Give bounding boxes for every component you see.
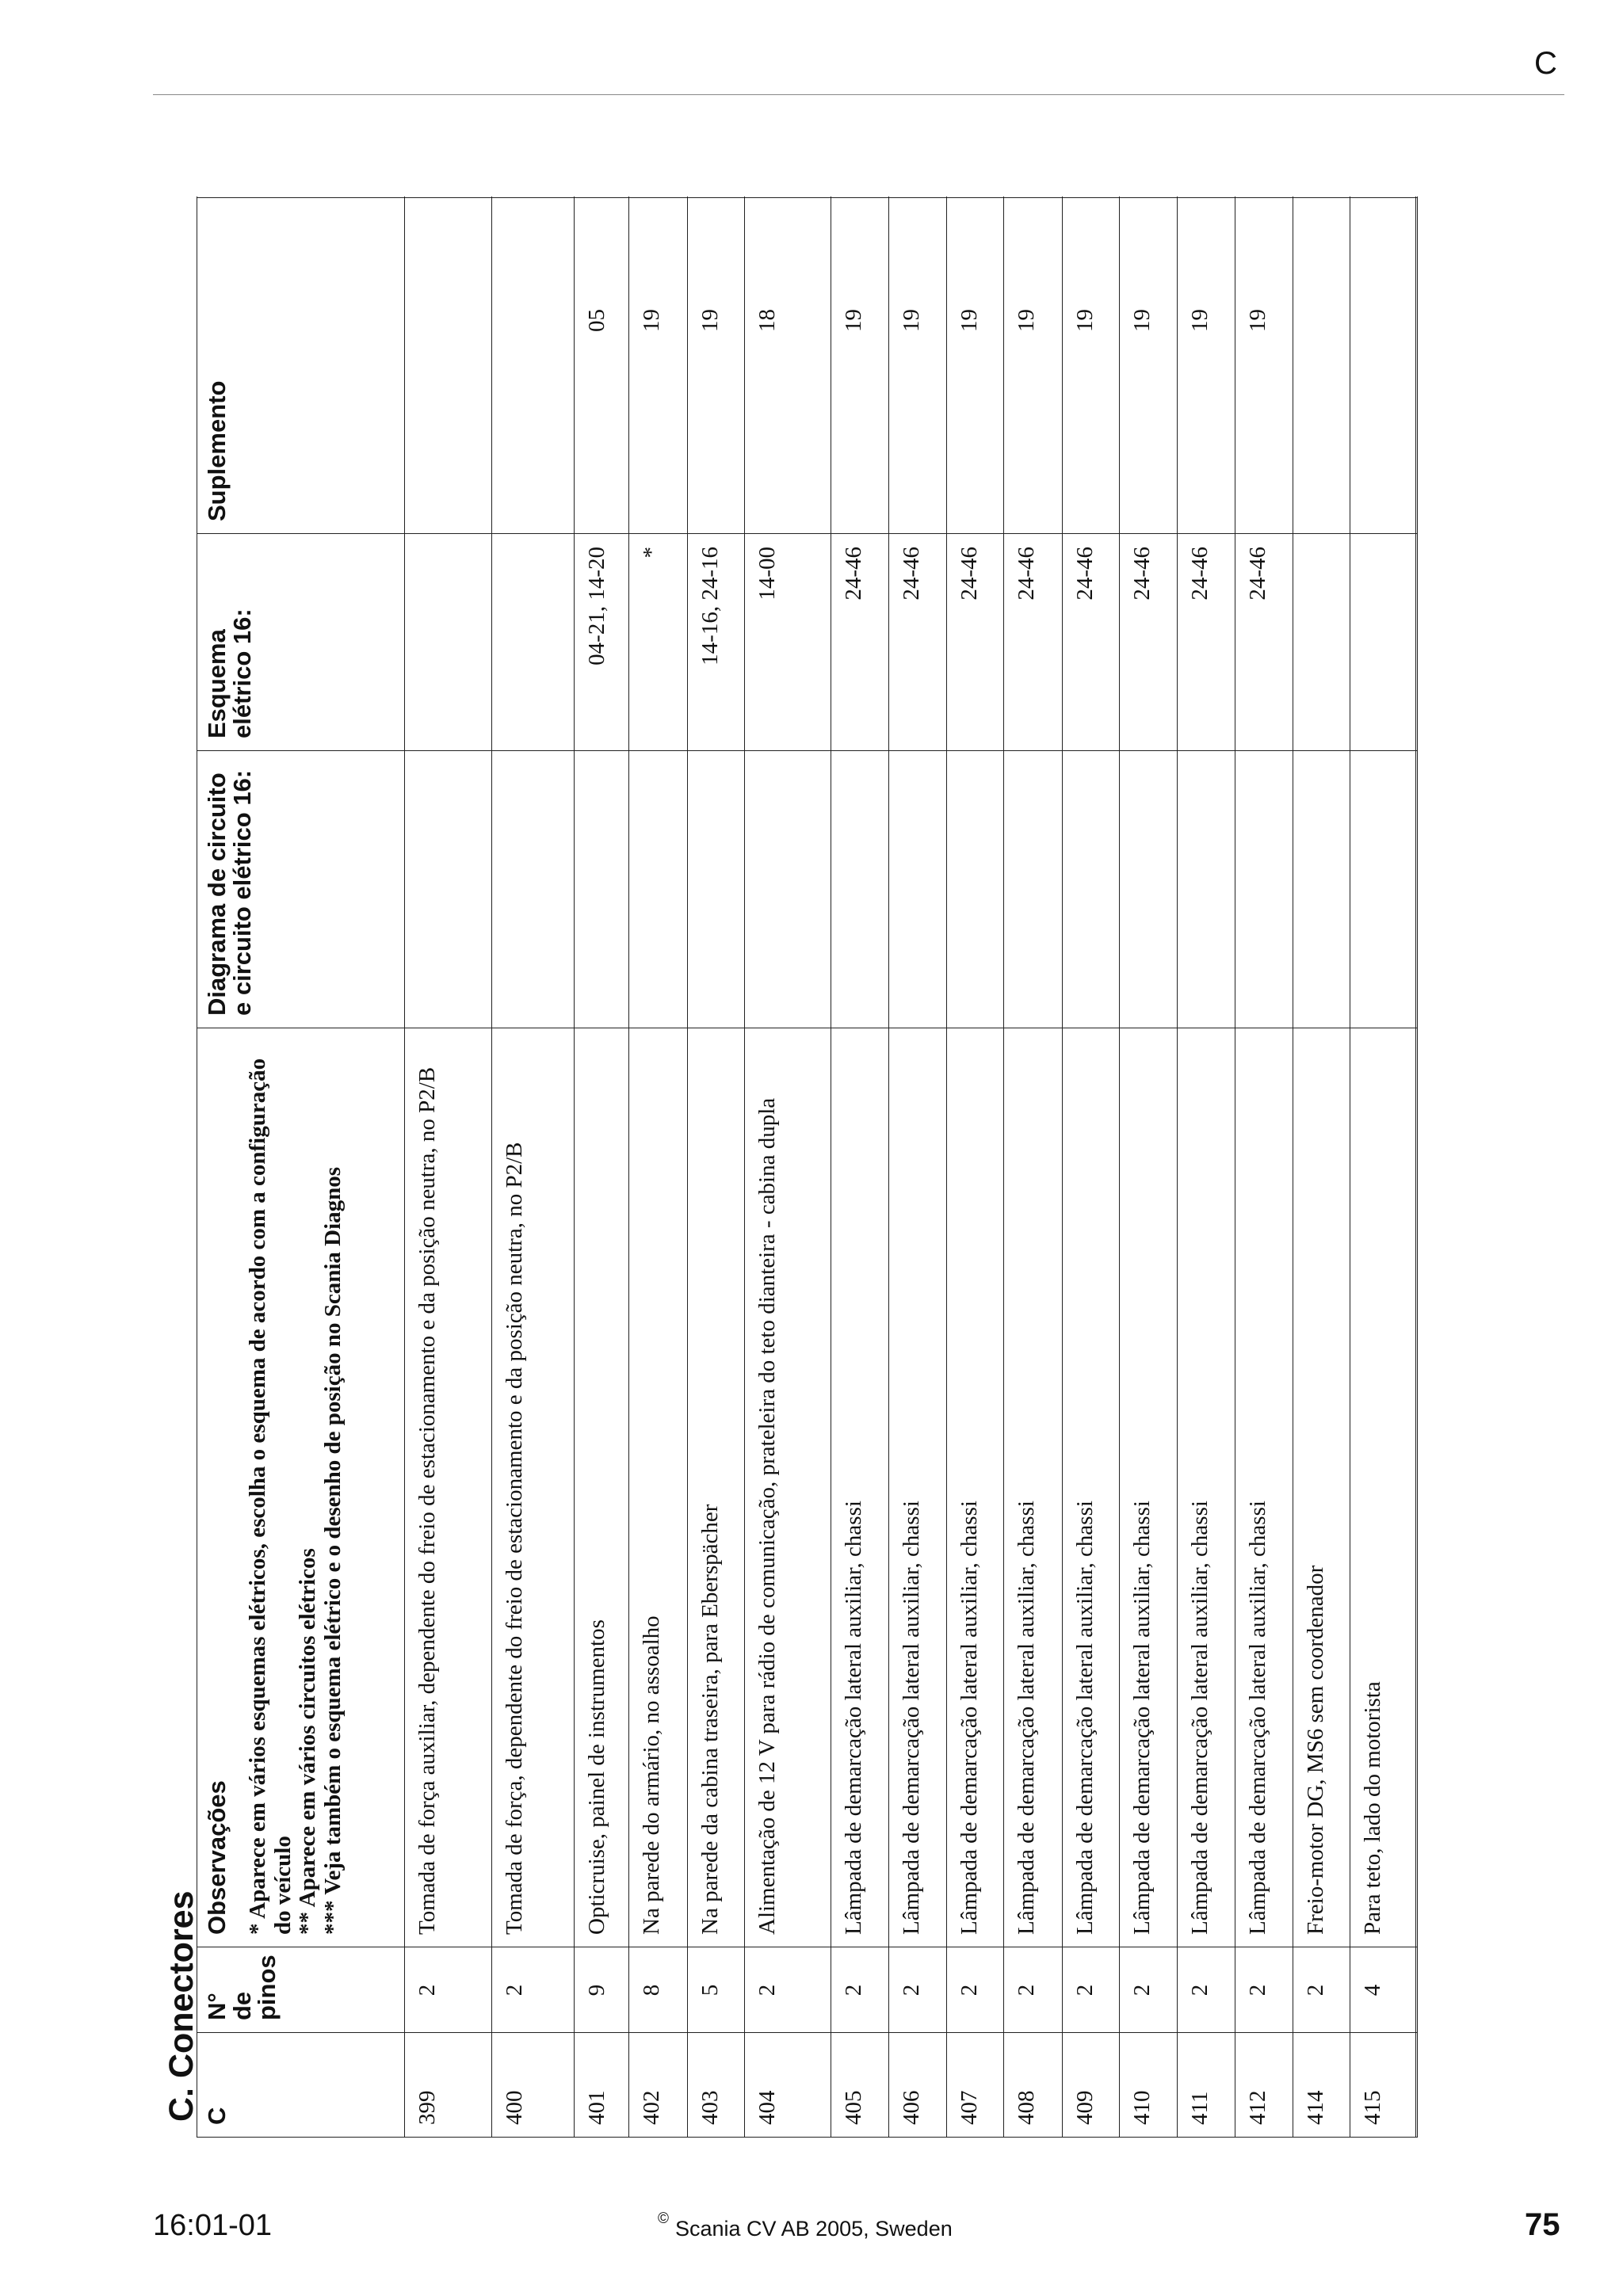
header-diagrama: Diagrama de circuito e circuito elétrico 16: xyxy=(203,769,256,1016)
cell-diagrama xyxy=(1235,751,1293,1028)
cell-diagrama xyxy=(946,751,1003,1028)
cell-pins: 2 xyxy=(754,1984,780,1997)
cell-diagrama xyxy=(574,751,628,1028)
cell-c: 411 xyxy=(1187,2091,1212,2125)
cell-c: 400 xyxy=(502,2090,527,2125)
cell-c: 414 xyxy=(1303,2090,1328,2125)
cell-suplemento: 19 xyxy=(957,309,982,332)
header-observacoes xyxy=(197,1028,404,1947)
cell-esquema: 04-21, 14-20 xyxy=(584,547,609,666)
cell-observacoes: Lâmpada de demarcação lateral auxiliar, chassi xyxy=(1245,1501,1270,1935)
cell-esquema: 14-00 xyxy=(754,547,780,601)
cell-suplemento: 19 xyxy=(1014,309,1039,332)
cell-observacoes: Freio-motor DG, MS6 sem coordenador xyxy=(1303,1565,1328,1935)
cell-observacoes: Lâmpada de demarcação lateral auxiliar, chassi xyxy=(1014,1501,1039,1935)
copyright xyxy=(658,2210,953,2241)
cell-c: 409 xyxy=(1072,2090,1098,2125)
cell-c: 415 xyxy=(1360,2090,1385,2125)
cell-c: 399 xyxy=(414,2090,440,2125)
column-divider xyxy=(197,2032,1417,2033)
cell-c: 404 xyxy=(754,2090,780,2125)
notes-block xyxy=(246,1041,347,1935)
cell-suplemento: 19 xyxy=(1072,309,1098,332)
cell-diagrama xyxy=(687,751,744,1028)
cell-pins: 2 xyxy=(1072,1984,1098,1997)
row-divider xyxy=(404,196,405,2138)
cell-observacoes: Lâmpada de demarcação lateral auxiliar, chassi xyxy=(957,1501,982,1935)
cell-c: 408 xyxy=(1014,2090,1039,2125)
cell-observacoes: Na parede da cabina traseira, para Eberspächer xyxy=(697,1504,723,1935)
cell-observacoes: Lâmpada de demarcação lateral auxiliar, chassi xyxy=(1187,1501,1212,1935)
cell-diagrama xyxy=(1003,751,1062,1028)
cell-suplemento: 19 xyxy=(1187,309,1212,332)
cell-suplemento: 19 xyxy=(841,309,866,332)
cell-suplemento: 19 xyxy=(1129,309,1155,332)
cell-pins: 2 xyxy=(957,1984,982,1997)
note-line: *** Veja também o esquema elétrico e o desenho de posição no Scania Diagnos xyxy=(320,1166,346,1935)
cell-diagrama xyxy=(1293,751,1350,1028)
cell-pins: 2 xyxy=(1303,1984,1328,1997)
cell-c: 402 xyxy=(639,2090,664,2125)
page-number: 75 xyxy=(1525,2207,1560,2242)
cell-esquema: 24-46 xyxy=(1245,547,1270,601)
cell-esquema: 24-46 xyxy=(1129,547,1155,601)
cell-esquema: 24-46 xyxy=(1072,547,1098,601)
cell-c: 407 xyxy=(957,2090,982,2125)
cell-pins: 2 xyxy=(1245,1984,1270,1997)
header-c: C xyxy=(203,2107,231,2125)
row-divider xyxy=(1417,196,1418,2138)
cell-suplemento xyxy=(404,198,491,534)
cell-esquema: 24-46 xyxy=(899,547,924,601)
cell-suplemento: 19 xyxy=(639,309,664,332)
cell-pins: 9 xyxy=(584,1984,609,1997)
cell-diagrama xyxy=(628,751,687,1028)
cell-pins: 2 xyxy=(841,1984,866,1997)
header-obs-label: Observações xyxy=(203,1780,231,1935)
cell-c: 406 xyxy=(899,2090,924,2125)
cell-c: 405 xyxy=(841,2090,866,2125)
cell-diagrama xyxy=(1119,751,1177,1028)
cell-pins: 2 xyxy=(502,1984,527,1997)
cell-diagrama xyxy=(491,751,574,1028)
cell-suplemento xyxy=(1350,198,1417,534)
section-title: C. Conectores xyxy=(162,1890,200,2122)
cell-pins: 2 xyxy=(1129,1984,1155,1997)
cell-observacoes: Para teto, lado do motorista xyxy=(1360,1681,1385,1935)
cell-observacoes: Tomada de força, dependente do freio de estacionamento e da posição neutra, no P2/B xyxy=(502,1142,527,1935)
document-code: 16:01-01 xyxy=(153,2209,273,2242)
header-suplemento: Suplemento xyxy=(203,380,231,521)
cell-c: 410 xyxy=(1129,2090,1155,2125)
cell-diagrama xyxy=(1350,751,1417,1028)
note-line: * Aparece em vários esquemas elétricos, escolha o esquema de acordo com a configuração do veículo xyxy=(244,1058,296,1935)
cell-diagrama xyxy=(1062,751,1119,1028)
cell-observacoes: Lâmpada de demarcação lateral auxiliar, chassi xyxy=(1129,1501,1155,1935)
cell-suplemento xyxy=(1293,198,1350,534)
cell-pins: 5 xyxy=(697,1984,723,1997)
note-line: ** Aparece em vários circuitos elétricos xyxy=(295,1548,321,1935)
cell-diagrama xyxy=(1177,751,1235,1028)
cell-esquema: 24-46 xyxy=(1014,547,1039,601)
header-section-letter: C xyxy=(1534,46,1557,81)
cell-pins: 2 xyxy=(1187,1984,1212,1997)
cell-esquema: 14-16, 24-16 xyxy=(697,547,723,666)
cell-suplemento: 05 xyxy=(584,309,609,332)
cell-esquema xyxy=(404,534,491,751)
cell-esquema: 24-46 xyxy=(1187,547,1212,601)
cell-diagrama xyxy=(888,751,946,1028)
cell-observacoes: Lâmpada de demarcação lateral auxiliar, chassi xyxy=(841,1501,866,1935)
cell-esquema xyxy=(491,534,574,751)
cell-c: 403 xyxy=(697,2090,723,2125)
cell-observacoes: Opticruise, painel de instrumentos xyxy=(584,1619,609,1935)
cell-suplemento: 19 xyxy=(697,309,723,332)
rotated-table-block xyxy=(0,157,1426,2296)
copyright-symbol: © xyxy=(658,2210,669,2227)
cell-pins: 2 xyxy=(1014,1984,1039,1997)
cell-c: 401 xyxy=(584,2090,609,2125)
cell-pins: 4 xyxy=(1360,1984,1385,1997)
cell-suplemento xyxy=(491,198,574,534)
cell-esquema: * xyxy=(639,547,664,559)
header-esquema: Esquema elétrico 16: xyxy=(203,608,256,738)
cell-esquema xyxy=(1293,534,1350,751)
cell-observacoes: Lâmpada de demarcação lateral auxiliar, chassi xyxy=(1072,1501,1098,1935)
cell-pins: 2 xyxy=(414,1984,440,1997)
cell-diagrama xyxy=(831,751,888,1028)
cell-observacoes: Alimentação de 12 V para rádio de comunicação, prateleira do teto dianteira - cabina dupla xyxy=(754,1097,780,1935)
cell-diagrama xyxy=(744,751,831,1028)
cell-observacoes: Lâmpada de demarcação lateral auxiliar, chassi xyxy=(899,1501,924,1935)
cell-pins: 2 xyxy=(899,1984,924,1997)
cell-suplemento: 19 xyxy=(899,309,924,332)
cell-c: 412 xyxy=(1245,2090,1270,2125)
cell-esquema: 24-46 xyxy=(841,547,866,601)
cell-diagrama xyxy=(404,751,491,1028)
cell-observacoes: Tomada de força auxiliar, dependente do freio de estacionamento e da posição neutra, no P2/B xyxy=(414,1066,440,1935)
copyright-text: Scania CV AB 2005, Sweden xyxy=(675,2217,953,2241)
cell-esquema xyxy=(1350,534,1417,751)
cell-observacoes: Na parede do armário, no assoalho xyxy=(639,1615,664,1935)
connectors-table xyxy=(197,196,1417,2138)
cell-esquema: 24-46 xyxy=(957,547,982,601)
cell-suplemento: 18 xyxy=(754,309,780,332)
cell-suplemento: 19 xyxy=(1245,309,1270,332)
header-divider xyxy=(153,94,1564,95)
header-pins: N° de pinos xyxy=(203,1955,281,2020)
cell-pins: 8 xyxy=(639,1984,664,1997)
